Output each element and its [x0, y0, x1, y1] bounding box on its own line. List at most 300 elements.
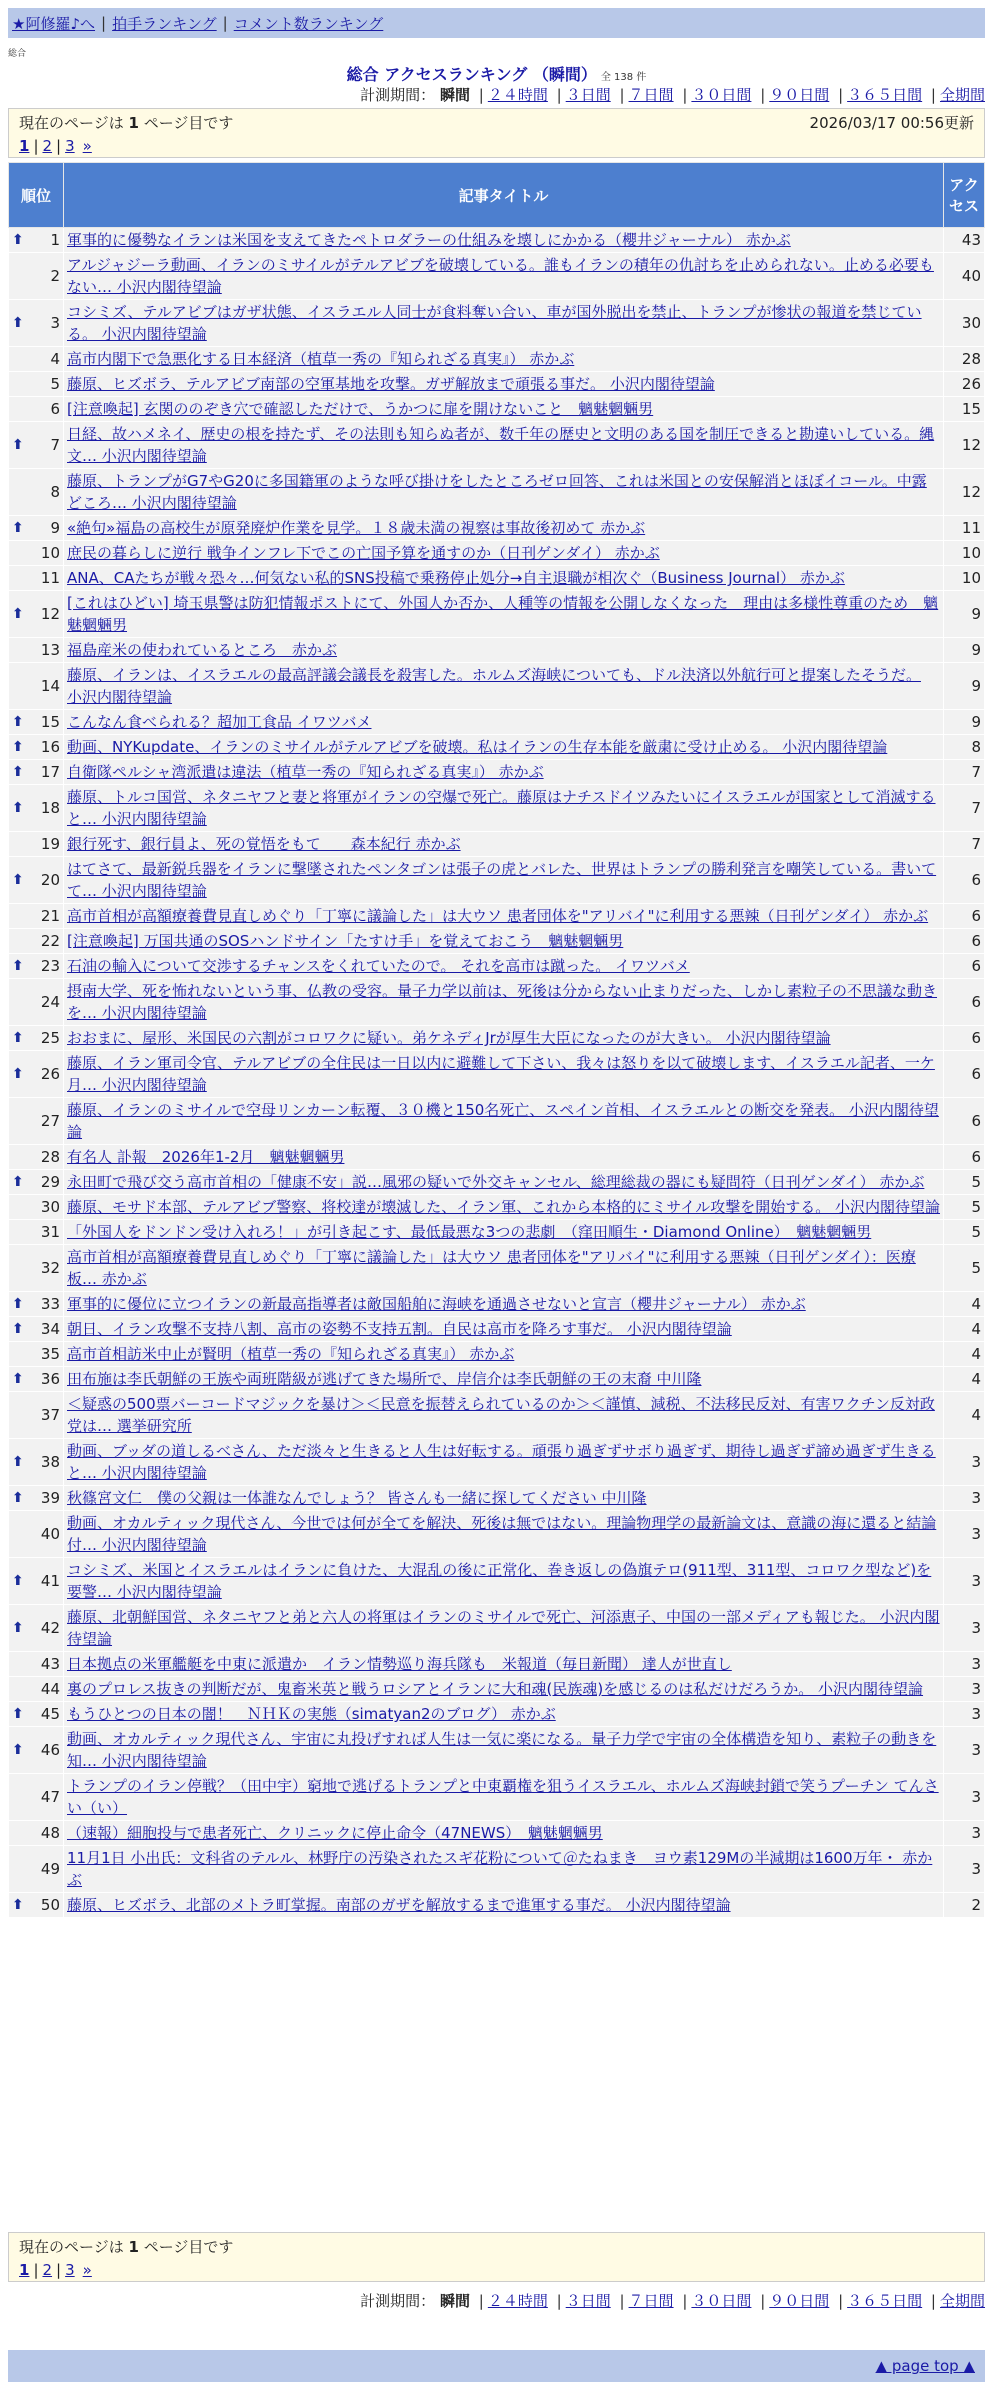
title-cell: [64, 785, 944, 832]
rank-cell: [9, 591, 64, 638]
up-arrow-icon: ⬆: [12, 1296, 24, 1312]
access-count: 8: [944, 735, 985, 760]
access-count: 4: [944, 1342, 985, 1367]
article-link[interactable]: 軍事的に優勢なイランは米国を支えてきたペトロダラーの仕組みを壊しにかかる（櫻井ジャーナル） 赤かぶ: [67, 231, 791, 249]
rank-number: 21: [40, 907, 60, 925]
rank-cell: [9, 1342, 64, 1367]
period-option-24h[interactable]: ２４時間: [487, 2292, 548, 2310]
ranking-table: [8, 162, 985, 1918]
access-count: 40: [944, 253, 985, 300]
title-cell: [64, 397, 944, 422]
article-link[interactable]: 高市内閣下で急悪化する日本経済（植草一秀の『知られざる真実』） 赤かぶ: [67, 350, 575, 368]
rank-number: 15: [40, 713, 60, 731]
access-count: 15: [944, 397, 985, 422]
rank-cell: [9, 857, 64, 904]
access-count: 3: [944, 1558, 985, 1605]
title-cell: [64, 1486, 944, 1511]
title-cell: [64, 1170, 944, 1195]
table-row: [9, 422, 985, 469]
table-row: [9, 566, 985, 591]
table-row: [9, 1893, 985, 1918]
rank-cell: [9, 1170, 64, 1195]
table-row: [9, 516, 985, 541]
rank-number: 45: [40, 1705, 60, 1723]
rank-cell: [9, 663, 64, 710]
rank-number: 11: [40, 569, 60, 587]
title-cell: [64, 1511, 944, 1558]
article-link[interactable]: コシミズ、テルアビブはガザ状態、イスラエル人同士が食料奪い合い、車が国外脱出を禁止、トランプが惨状の報道を禁じている。 小沢内閣待望論: [67, 303, 922, 343]
nav-link-comment-ranking[interactable]: コメント数ランキング: [233, 14, 384, 33]
rank-cell: [9, 954, 64, 979]
rank-number: 26: [40, 1065, 60, 1083]
table-row: [9, 1367, 985, 1392]
page-link-next[interactable]: »: [82, 137, 92, 155]
table-row: [9, 1292, 985, 1317]
rank-number: 5: [50, 375, 60, 393]
article-link[interactable]: 藤原、北朝鮮国営、ネタニヤフと弟と六人の将軍はイランのミサイルで死亡、河添恵子、中国の一部メディアも報じた。 小沢内閣待望論: [67, 1608, 940, 1648]
access-count: 12: [944, 469, 985, 516]
rank-cell: [9, 1098, 64, 1145]
title-cell: [64, 1245, 944, 1292]
period-option-90d[interactable]: ９０日間: [769, 2292, 830, 2310]
period-option-90d[interactable]: ９０日間: [769, 86, 830, 104]
access-count: 5: [944, 1220, 985, 1245]
article-link[interactable]: 高市首相が高額療養費見直しめぐり「丁寧に議論した」は大ウソ 患者団体を"アリバイ"に利用する悪辣（日刊ゲンダイ）：医療板… 赤かぶ: [67, 1248, 916, 1288]
article-link[interactable]: 有名人 訃報 2026年1-2月 魑魅魍魎男: [67, 1148, 345, 1166]
rank-cell: [9, 1367, 64, 1392]
pager-top: [8, 108, 985, 158]
article-link[interactable]: 藤原、イランのミサイルで空母リンカーン転覆、３０機と150名死亡、スペイン首相、イスラエルとの断交を発表。 小沢内閣待望論: [67, 1101, 939, 1141]
table-row: [9, 1220, 985, 1245]
access-count: 3: [944, 1486, 985, 1511]
article-link[interactable]: 藤原、ヒズボラ、北部のメトラ町掌握。南部のガザを解放するまで進軍する事だ。 小沢内閣待望論: [67, 1896, 731, 1914]
access-count: 9: [944, 638, 985, 663]
up-arrow-icon: ⬆: [12, 1620, 24, 1636]
table-row: [9, 760, 985, 785]
period-label: 計測期間：: [360, 2292, 436, 2310]
table-row: [9, 735, 985, 760]
rank-number: 44: [40, 1680, 60, 1698]
period-option-all[interactable]: 全期間: [939, 86, 985, 104]
rank-number: 29: [40, 1173, 60, 1191]
rank-number: 50: [40, 1896, 60, 1914]
title-cell: [64, 1439, 944, 1486]
article-link[interactable]: 銀行死す、銀行員よ、死の覚悟をもて 森本紀行 赤かぶ: [67, 835, 461, 853]
rank-cell: [9, 516, 64, 541]
table-row: [9, 1245, 985, 1292]
period-option-7d[interactable]: ７日間: [628, 86, 674, 104]
table-row: [9, 904, 985, 929]
rank-cell: [9, 760, 64, 785]
rank-number: 48: [40, 1824, 60, 1842]
header-rank: 順位: [9, 163, 64, 228]
access-count: 11: [944, 516, 985, 541]
page-link-3[interactable]: 3: [65, 137, 75, 155]
rank-number: 22: [40, 932, 60, 950]
rank-number: 20: [40, 871, 60, 889]
rank-cell: [9, 1145, 64, 1170]
access-count: 6: [944, 929, 985, 954]
rank-number: 49: [40, 1860, 60, 1878]
access-count: 28: [944, 347, 985, 372]
table-row: [9, 253, 985, 300]
rank-cell: [9, 1652, 64, 1677]
article-link[interactable]: ＜疑惑の500票バーコードマジックを暴け＞＜民意を振替えられているのか＞＜謹慎、減税、不法移民反対、有害ワクチン反対政党は… 選挙研究所: [67, 1395, 935, 1435]
page-link-2[interactable]: 2: [42, 137, 53, 155]
rank-cell: [9, 979, 64, 1026]
title-cell: [64, 1605, 944, 1652]
title-cell: [64, 1893, 944, 1918]
title-cell: [64, 1702, 944, 1727]
rank-number: 34: [40, 1320, 60, 1338]
article-link[interactable]: 藤原、ヒズボラ、テルアビブ南部の空軍基地を攻撃。ガザ解放まで頑張る事だ。 小沢内閣待望論: [67, 375, 715, 393]
rank-number: 9: [50, 519, 60, 537]
rank-cell: [9, 253, 64, 300]
table-row: [9, 857, 985, 904]
table-row: [9, 929, 985, 954]
access-count: 6: [944, 904, 985, 929]
article-link[interactable]: 裏のプロレス抜きの判断だが、鬼畜米英と戦うロシアとイランに大和魂(民族魂)を感じるのは私だけだろうか。 小沢内閣待望論: [67, 1680, 924, 1698]
access-count: 10: [944, 541, 985, 566]
access-count: 6: [944, 1026, 985, 1051]
article-link[interactable]: 日経、故ハメネイ、歴史の根を持たず、その法則も知らぬ者が、数千年の歴史と文明のある国を制圧できると勘違いしている。縄文… 小沢内閣待望論: [67, 425, 935, 465]
table-row: [9, 1846, 985, 1893]
title-cell: [64, 832, 944, 857]
article-link[interactable]: 動画、オカルティック現代さん、今世では何が全てを解決、死後は無ではない。理論物理学の最新論文は、意識の海に還ると結論付… 小沢内閣待望論: [67, 1514, 937, 1554]
rank-number: 35: [40, 1345, 60, 1363]
article-link[interactable]: 秋篠宮文仁 僕の父親は一体誰なんでしょう？ 皆さんも一緒に探してください 中川隆: [67, 1489, 647, 1507]
rank-cell: [9, 1702, 64, 1727]
up-arrow-icon: ⬆: [12, 1573, 24, 1589]
title-cell: [64, 857, 944, 904]
rank-cell: [9, 1558, 64, 1605]
table-row: [9, 979, 985, 1026]
up-arrow-icon: ⬆: [12, 1742, 24, 1758]
page-top-link[interactable]: ▲ page top ▲: [875, 2357, 975, 2375]
article-link[interactable]: 福島産米の使われているところ 赤かぶ: [67, 641, 338, 659]
access-count: 5: [944, 1245, 985, 1292]
access-count: 30: [944, 300, 985, 347]
rank-number: 18: [40, 799, 60, 817]
article-link[interactable]: 藤原、イラン軍司令官、テルアビブの全住民は一日以内に避難して下さい、我々は怒りを以て破壊します、イスラエル記者、一ケ月… 小沢内閣待望論: [67, 1054, 935, 1094]
rank-cell: [9, 1846, 64, 1893]
access-count: 3: [944, 1702, 985, 1727]
period-option-3d[interactable]: ３日間: [565, 2292, 611, 2310]
title-cell: [64, 1367, 944, 1392]
article-link[interactable]: ANA、CAたちが戦々恐々…何気ない私的SNS投稿で乗務停止処分→自主退職が相次ぐ（Business Journal） 赤かぶ: [67, 569, 845, 587]
table-row: [9, 1026, 985, 1051]
rank-cell: [9, 1317, 64, 1342]
up-arrow-icon: ⬆: [12, 1454, 24, 1470]
rank-number: 23: [40, 957, 60, 975]
title-cell: [64, 300, 944, 347]
rank-number: 24: [40, 993, 60, 1011]
rank-cell: [9, 347, 64, 372]
page-link-3[interactable]: 3: [65, 2261, 75, 2279]
page-link-1[interactable]: 1: [19, 137, 30, 155]
title-cell: [64, 228, 944, 253]
period-option-3d[interactable]: ３日間: [565, 86, 611, 104]
article-link[interactable]: 「外国人をドンドン受け入れろ！」が引き起こす、最低最悪な3つの悲劇 （窪田順生・Diamond Online） 魑魅魍魎男: [67, 1223, 872, 1241]
table-row: [9, 541, 985, 566]
access-count: 6: [944, 979, 985, 1026]
article-link[interactable]: 自衛隊ペルシャ湾派遣は違法（植草一秀の『知られざる真実』） 赤かぶ: [67, 763, 544, 781]
rank-cell: [9, 397, 64, 422]
access-count: 4: [944, 1292, 985, 1317]
rank-cell: [9, 1245, 64, 1292]
up-arrow-icon: ⬆: [12, 764, 24, 780]
access-count: 26: [944, 372, 985, 397]
period-option-30d[interactable]: ３０日間: [691, 86, 752, 104]
period-option-24h[interactable]: ２４時間: [487, 86, 548, 104]
top-nav: [8, 8, 985, 38]
page-links: 1 | 2 | 3 »: [19, 2261, 92, 2279]
period-label: 計測期間：: [360, 86, 436, 104]
access-count: 4: [944, 1367, 985, 1392]
article-link[interactable]: コシミズ、米国とイスラエルはイランに負けた、大混乱の後に正常化、巻き返しの偽旗テロ(911型、311型、コロワク型など)を要警… 小沢内閣待望論: [67, 1561, 932, 1601]
rank-cell: [9, 710, 64, 735]
rank-cell: [9, 469, 64, 516]
title-cell: [64, 954, 944, 979]
title-cell: [64, 929, 944, 954]
article-link[interactable]: 11月1日 小出氏：文科省のテルル、林野庁の汚染されたスギ花粉について＠たねまき ヨウ素129Mの半減期は1600万年・ 赤かぶ: [67, 1849, 933, 1889]
period-current: 瞬間: [439, 2292, 470, 2310]
access-count: 3: [944, 1652, 985, 1677]
access-count: 3: [944, 1846, 985, 1893]
title-cell: [64, 760, 944, 785]
table-row: [9, 663, 985, 710]
rank-number: 16: [40, 738, 60, 756]
title-cell: [64, 1098, 944, 1145]
up-arrow-icon: ⬆: [12, 739, 24, 755]
title-cell: [64, 1026, 944, 1051]
article-link[interactable]: 石油の輸入について交渉するチャンスをくれていたので。 それを高市は蹴った。 イワツバメ: [67, 957, 690, 975]
up-arrow-icon: ⬆: [12, 714, 24, 730]
access-count: 6: [944, 857, 985, 904]
period-selector-top: 計測期間： 瞬間 | ２４時間 | ３日間 | ７日間 | ３０日間 | ９０日間 | ３６５日間 | 全期間: [360, 86, 985, 104]
rank-cell: [9, 904, 64, 929]
footer-bar: [8, 2350, 985, 2382]
rank-cell: [9, 1439, 64, 1486]
page-link-1[interactable]: 1: [19, 2261, 30, 2279]
article-link[interactable]: 田布施は李氏朝鮮の王族や両班階級が逃げてきた場所で、岸信介は李氏朝鮮の王の末裔 中川隆: [67, 1370, 702, 1388]
article-link[interactable]: アルジャジーラ動画、イランのミサイルがテルアビブを破壊している。誰もイランの積年の仇討ちを止められない。止める必要もない… 小沢内閣待望論: [67, 256, 934, 296]
rank-number: 31: [40, 1223, 60, 1241]
rank-number: 38: [40, 1453, 60, 1471]
table-row: [9, 1558, 985, 1605]
table-row: [9, 1170, 985, 1195]
title-cell: [64, 1195, 944, 1220]
table-header-row: [9, 163, 985, 228]
up-arrow-icon: ⬆: [12, 958, 24, 974]
up-arrow-icon: ⬆: [12, 232, 24, 248]
article-link[interactable]: 高市首相が高額療養費見直しめぐり「丁寧に議論した」は大ウソ 患者団体を"アリバイ"に利用する悪辣（日刊ゲンダイ） 赤かぶ: [67, 907, 929, 925]
article-link[interactable]: [これはひどい] 埼玉県警は防犯情報ポストにて、外国人か否か、人種等の情報を公開しなくなった 理由は多様性尊重のため 魑魅魍魎男: [67, 594, 939, 634]
article-link[interactable]: 藤原、イランは、イスラエルの最高評議会議長を殺害した。ホルムズ海峡についても、ドル決済以外航行可と提案したそうだ。 小沢内閣待望論: [67, 666, 921, 706]
table-row: [9, 591, 985, 638]
rank-cell: [9, 735, 64, 760]
title-cell: [64, 1821, 944, 1846]
article-link[interactable]: （速報）細胞投与で患者死亡、クリニックに停止命令（47NEWS） 魑魅魍魎男: [67, 1824, 603, 1842]
access-count: 4: [944, 1317, 985, 1342]
rank-cell: [9, 566, 64, 591]
title-cell: [64, 1652, 944, 1677]
access-count: 10: [944, 566, 985, 591]
access-count: 3: [944, 1605, 985, 1652]
article-link[interactable]: はてさて、最新鋭兵器をイランに撃墜されたペンタゴンは張子の虎とバレた、世界はトランプの勝利発言を嘲笑している。書いてて… 小沢内閣待望論: [67, 860, 937, 900]
table-row: [9, 1195, 985, 1220]
article-link[interactable]: 動画、NYKupdate、イランのミサイルがテルアビブを破壊。私はイランの生存本能を厳粛に受け止める。 小沢内閣待望論: [67, 738, 888, 756]
rank-cell: [9, 1605, 64, 1652]
rank-cell: [9, 1511, 64, 1558]
access-count: 3: [944, 1774, 985, 1821]
up-arrow-icon: ⬆: [12, 1706, 24, 1722]
title-cell: [64, 1677, 944, 1702]
rank-number: 25: [40, 1029, 60, 1047]
title-cell: [64, 1220, 944, 1245]
table-row: [9, 1774, 985, 1821]
header-title: 記事タイトル: [64, 163, 944, 228]
period-selector-bottom: 計測期間： 瞬間 | ２４時間 | ３日間 | ７日間 | ３０日間 | ９０日間 | ３６５日間 | 全期間: [360, 2292, 985, 2310]
rank-number: 13: [40, 641, 60, 659]
rank-cell: [9, 300, 64, 347]
rank-cell: [9, 1220, 64, 1245]
table-row: [9, 372, 985, 397]
page-link-2[interactable]: 2: [42, 2261, 53, 2279]
rank-number: 27: [40, 1112, 60, 1130]
table-row: [9, 1677, 985, 1702]
table-row: [9, 954, 985, 979]
article-link[interactable]: もうひとつの日本の闇！ ＮＨＫの実態（simatyan2のブログ） 赤かぶ: [67, 1705, 556, 1723]
access-count: 12: [944, 422, 985, 469]
table-row: [9, 1702, 985, 1727]
article-link[interactable]: 永田町で飛び交う高市首相の「健康不安」説…風邪の疑いで外交キャンセル、総理総裁の器にも疑問符（日刊ゲンダイ） 赤かぶ: [67, 1173, 925, 1191]
rank-cell: [9, 1774, 64, 1821]
ranking-title: 総合 アクセスランキング （瞬間）: [346, 65, 597, 84]
rank-number: 1: [50, 231, 60, 249]
rank-number: 40: [40, 1525, 60, 1543]
article-link[interactable]: 動画、オカルティック現代さん、宇宙に丸投げすれば人生は一気に楽になる。量子力学で宇宙の全体構造を知り、素粒子の動きを知… 小沢内閣待望論: [67, 1730, 937, 1770]
title-cell: [64, 1051, 944, 1098]
article-link[interactable]: 藤原、トランプがG7やG20に多国籍軍のような呼び掛けをしたところゼロ回答、これは米国との安保解消とほぼイコール。中露どころ… 小沢内閣待望論: [67, 472, 927, 512]
rank-number: 47: [40, 1788, 60, 1806]
rank-cell: [9, 929, 64, 954]
current-page-text: 現在のページは 1 ページ目です: [19, 114, 234, 132]
access-count: 3: [944, 1677, 985, 1702]
title-cell: [64, 735, 944, 760]
article-link[interactable]: こんなん食べられる？超加工食品 イワツバメ: [67, 713, 372, 731]
page-links: 1 | 2 | 3 »: [19, 137, 92, 155]
access-count: 3: [944, 1821, 985, 1846]
rank-number: 33: [40, 1295, 60, 1313]
rank-cell: [9, 785, 64, 832]
article-link[interactable]: 庶民の暮らしに逆行 戦争インフレ下でこの亡国予算を通すのか（日刊ゲンダイ） 赤かぶ: [67, 544, 660, 562]
access-count: 3: [944, 1511, 985, 1558]
table-row: [9, 1098, 985, 1145]
access-count: 5: [944, 1195, 985, 1220]
table-row: [9, 228, 985, 253]
title-cell: [64, 253, 944, 300]
table-row: [9, 1605, 985, 1652]
period-option-all[interactable]: 全期間: [939, 2292, 985, 2310]
period-option-7d[interactable]: ７日間: [628, 2292, 674, 2310]
table-row: [9, 1511, 985, 1558]
rank-cell: [9, 1051, 64, 1098]
rank-number: 19: [40, 835, 60, 853]
rank-number: 3: [50, 314, 60, 332]
title-cell: [64, 1145, 944, 1170]
rank-cell: [9, 1026, 64, 1051]
access-count: 2: [944, 1893, 985, 1918]
rank-cell: [9, 372, 64, 397]
nav-link-asyura[interactable]: ★阿修羅♪へ: [12, 14, 96, 33]
title-cell: [64, 1292, 944, 1317]
table-row: [9, 1439, 985, 1486]
article-link[interactable]: おおまに、屋形、米国民の六割がコロワクに疑い。弟ケネディJrが厚生大臣になったのが大きい。 小沢内閣待望論: [67, 1029, 831, 1047]
title-cell: [64, 469, 944, 516]
rank-number: 10: [40, 544, 60, 562]
title-cell: [64, 516, 944, 541]
rank-cell: [9, 541, 64, 566]
rank-number: 37: [40, 1406, 60, 1424]
article-link[interactable]: [注意喚起] 玄関ののぞき穴で確認しただけで、うかつに扉を開けないこと 魑魅魍魎男: [67, 400, 654, 418]
access-count: 3: [944, 1727, 985, 1774]
rank-number: 12: [40, 605, 60, 623]
table-row: [9, 469, 985, 516]
article-link[interactable]: 摂南大学、死を怖れないという事、仏教の受容。量子力学以前は、死後は分からない止まりだった、しかし素粒子の不思議な動きを… 小沢内閣待望論: [67, 982, 938, 1022]
article-link[interactable]: 動画、ブッダの道しるべさん、ただ淡々と生きると人生は好転する。頑張り過ぎずサボり過ぎず、期待し過ぎず諦め過ぎず生きると… 小沢内閣待望論: [67, 1442, 936, 1482]
rank-number: 39: [40, 1489, 60, 1507]
article-link[interactable]: 高市首相訪米中止が賢明（植草一秀の『知られざる真実』） 赤かぶ: [67, 1345, 515, 1363]
table-row: [9, 1727, 985, 1774]
table-row: [9, 1392, 985, 1439]
nav-separator: |: [222, 14, 228, 32]
article-link[interactable]: 藤原、モサド本部、テルアビブ警察、将校達が壊滅した、イラン軍、これから本格的にミサイル攻撃を開始する。 小沢内閣待望論: [67, 1198, 940, 1216]
period-option-30d[interactable]: ３０日間: [691, 2292, 752, 2310]
article-link[interactable]: 藤原、トルコ国営、ネタニヤフと妻と将軍がイランの空爆で死亡。藤原はナチスドイツみたいにイスラエルが国家として消滅すると… 小沢内閣待望論: [67, 788, 936, 828]
article-link[interactable]: «絶句»福島の高校生が原発廃炉作業を見学。１８歳未満の視察は事故後初めて 赤かぶ: [67, 519, 646, 537]
table-row: [9, 1821, 985, 1846]
title-cell: [64, 638, 944, 663]
period-option-365d[interactable]: ３６５日間: [847, 2292, 923, 2310]
article-link[interactable]: トランプのイラン停戦？（田中宇）窮地で逃げるトランプと中東覇権を狙うイスラエル、ホルムズ海峡封鎖で笑うプーチン てんさい（い）: [67, 1777, 939, 1817]
article-link[interactable]: 日本拠点の米軍艦艇を中東に派遣か イラン情勢巡り海兵隊も 米報道（毎日新聞） 達人が世直し: [67, 1655, 732, 1673]
table-row: [9, 1317, 985, 1342]
header-access: アクセス: [944, 163, 985, 228]
access-count: 6: [944, 954, 985, 979]
title-cell: [64, 979, 944, 1026]
rank-number: 32: [40, 1259, 60, 1277]
nav-separator: |: [101, 14, 107, 32]
access-count: 5: [944, 1170, 985, 1195]
rank-number: 28: [40, 1148, 60, 1166]
updated-timestamp: 2026/03/17 00:56更新: [809, 114, 974, 132]
table-row: [9, 710, 985, 735]
rank-cell: [9, 422, 64, 469]
title-cell: [64, 1342, 944, 1367]
rank-cell: [9, 1292, 64, 1317]
table-row: [9, 300, 985, 347]
article-link[interactable]: [注意喚起] 万国共通のSOSハンドサイン「たすけ手」を覚えておこう 魑魅魍魎男: [67, 932, 624, 950]
article-link[interactable]: 軍事的に優位に立つイランの新最高指導者は敵国船舶に海峡を通過させないと宣言（櫻井ジャーナル） 赤かぶ: [67, 1295, 806, 1313]
article-link[interactable]: 朝日、イラン攻撃不支持八割、高市の姿勢不支持五割。自民は高市を降ろす事だ。 小沢内閣待望論: [67, 1320, 732, 1338]
title-cell: [64, 1846, 944, 1893]
period-option-365d[interactable]: ３６５日間: [847, 86, 923, 104]
rank-cell: [9, 1821, 64, 1846]
rank-number: 2: [50, 267, 60, 285]
page-link-next[interactable]: »: [82, 2261, 92, 2279]
nav-link-applause-ranking[interactable]: 拍手ランキング: [112, 14, 217, 33]
